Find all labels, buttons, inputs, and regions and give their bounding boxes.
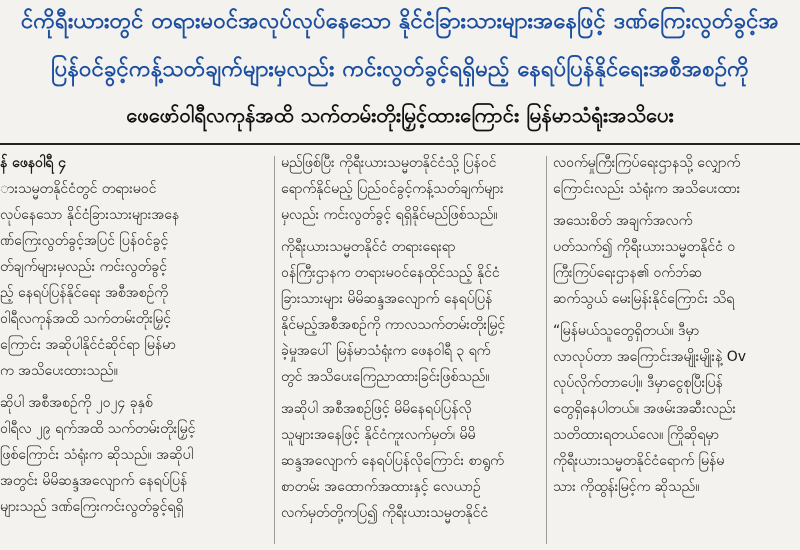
- text-line: ားသမ္မတနိုင်ငံတွင် တရားမဝင်: [0, 181, 157, 197]
- text-line: အတွင်း မိမိဆန္ဒအလျောက် နေရပ်ပြန်: [0, 473, 188, 489]
- text-line: မည်ဖြစ်ပြီး ကိုရီးယားသမ္မတနိုင်ငံသို့ ပြန်ဝင်: [281, 155, 497, 171]
- headline-line-1: င်ကိုရီးယားတွင် တရားမဝင်အလုပ်လုပ်နေသော နိုင်ငံခြားသားများအနေဖြင့် ဒဏ်ကြေးလွတ်ခွင့်အ: [20, 9, 780, 34]
- text-line: လက်မှတ်တို့ကပြ၍ ကိုရီးယားသမ္မတနိုင်ငံ: [281, 505, 489, 521]
- text-line: က အသိပေးထားသည်။: [0, 363, 118, 379]
- column-divider: [274, 156, 275, 544]
- text-line: ခဲ့မှုအပေါ် မြန်မာသံရုံးက ဖေနဝါရီ ၃ ရက်: [281, 343, 491, 359]
- text-line: တ်ချက်များမှလည်း ကင်းလွတ်ခွင့်: [0, 259, 168, 275]
- text-line: သတိထားရတယ်လေ။ ကြိုဆိုရမှာ: [553, 427, 720, 443]
- text-line: လဝက်မှုကြီးကြပ်ရေးဌာနသို့ လျှောက်: [553, 155, 741, 171]
- text-line: ကြောင်း အဆိုပါနိုင်ငံဆိုင်ရာ မြန်မာ: [0, 337, 176, 353]
- text-line: တွေရှိနေပါတယ်။ အဖမ်းအဆီးလည်း: [553, 401, 736, 417]
- text-line: စာတမ်း အထောက်အထားနှင့် လေယာဉ်: [281, 479, 481, 495]
- paragraph: [281, 396, 539, 526]
- column-2: [281, 150, 539, 550]
- text-line: ဆန္ဒအလျောက် နေရပ်ပြန်လိုကြောင်း စာရွက်: [281, 453, 504, 469]
- paragraph: [553, 318, 800, 500]
- text-line: ဝါရီလ ၂၉ ရက်အထိ သက်တမ်းတိုးမြှင့်: [0, 421, 196, 437]
- text-line: ကြီးကြပ်ရေးဌာန၏ ဝက်ဘ်ဆ: [553, 265, 703, 281]
- text-line: အသေးစိတ် အချက်အလက်: [553, 213, 693, 229]
- text-line: မှလည်း ကင်းလွတ်ခွင့် ရရှိနိုင်မည်ဖြစ်သည်။: [281, 207, 498, 223]
- column-divider: [546, 156, 547, 544]
- text-line: ဝန်ကြီးဌာနက တရားမဝင်နေထိုင်သည့် နိုင်ငံ: [281, 265, 500, 281]
- text-line: တွင် အသိပေးကြေညာထားခြင်းဖြစ်သည်။: [281, 369, 490, 385]
- column-1: [0, 150, 268, 550]
- paragraph: [553, 208, 800, 312]
- text-line: ရောက်နိုင်မည့် ပြည်ဝင်ခွင့်ကန့်သတ်ချက်များ: [281, 181, 504, 197]
- text-line: ကိုရီးယားသမ္မတနိုင်ငံ တရားရေးရာ: [281, 239, 456, 255]
- text-line: သား ကိုထွန်းမြင့်က ဆိုသည်။: [553, 479, 700, 495]
- text-line: ဆိုပါ အစီအစဉ်ကို ၂၀၂၄ ခုနှစ်: [0, 395, 153, 411]
- article-body: [0, 150, 800, 550]
- text-line: ကိုရီးယားသမ္မတနိုင်ငံရောက် မြန်မ: [553, 453, 725, 469]
- paragraph: [553, 150, 800, 202]
- text-line: ဖြစ်ကြောင်း သံရုံးက ဆိုသည်။ အဆိုပါ: [0, 447, 194, 463]
- dateline: န် ဖေနဝါရီ ၄: [0, 155, 67, 171]
- text-line: သူများအနေဖြင့် နိုင်ငံကူးလက်မှတ်၊ မိမိ: [281, 427, 476, 443]
- text-line: လာလုပ်တာ အကြောင်းအမျိုးမျိုးနဲ့ Ov: [553, 349, 747, 365]
- text-line: ကြောင်းလည်း သံရုံးက အသိပေးထား: [553, 181, 741, 197]
- text-line: ဝါရီလကုန်အထိ သက်တမ်းတိုးမြှင့်: [0, 311, 171, 327]
- text-line: လုပ်နေသော နိုင်ငံခြားသားများအနေ: [0, 207, 180, 223]
- paragraph: [281, 150, 539, 228]
- text-line: ည့် နေရပ်ပြန်နိုင်ရေး အစီအစဉ်ကို: [0, 285, 168, 301]
- column-3: [553, 150, 800, 550]
- text-line: နိုင်မည့်အစီအစဉ်ကို ကာလသက်တမ်းတိုးမြှင့်: [281, 317, 506, 333]
- text-line: “မြန်မယ်သူတွေရှိတယ်။ ဒီမှာ: [553, 323, 700, 339]
- text-line: ဏ်ကြေးလွတ်ခွင့်အပြင် ပြန်ဝင်ခွင့်: [0, 233, 169, 249]
- text-line: ပတ်သက်၍ ကိုရီးယားသမ္မတနိုင်ငံ ဝ: [553, 239, 736, 255]
- text-line: လုပ်လိုက်တာပေါ့။ ဒီမှာငွေစုပြီးပြန်: [553, 375, 723, 391]
- text-line: ဆက်သွယ် မေးမြန်းနိုင်ကြောင်း သိရ: [553, 291, 735, 307]
- paragraph: [0, 150, 268, 384]
- headline-line-2: ပြန်ဝင်ခွင့်ကန့်သတ်ချက်များမှလည်း ကင်းလွတ်ခွင့်ရရှိမည့် နေရပ်ပြန်နိုင်ရေးအစီအစဉ်ကို: [51, 57, 749, 82]
- headline-line-3: ဖေဖော်ဝါရီလကုန်အထိ သက်တမ်းတိုးမြှင့်ထားကြောင်း မြန်မာသံရုံးအသိပေး: [126, 103, 674, 127]
- paragraph: [0, 390, 268, 520]
- text-line: များသည် ဒဏ်ကြေးကင်းလွတ်ခွင့်ရရှိ: [0, 499, 184, 515]
- paragraph: [281, 234, 539, 390]
- text-line: ခြားသားများ မိမိဆန္ဒအလျောက် နေရပ်ပြန်: [281, 291, 493, 307]
- text-line: အဆိုပါ အစီအစဉ်ဖြင့် မိမိနေရပ်ပြန်လို: [281, 401, 472, 417]
- headline: [0, 0, 800, 145]
